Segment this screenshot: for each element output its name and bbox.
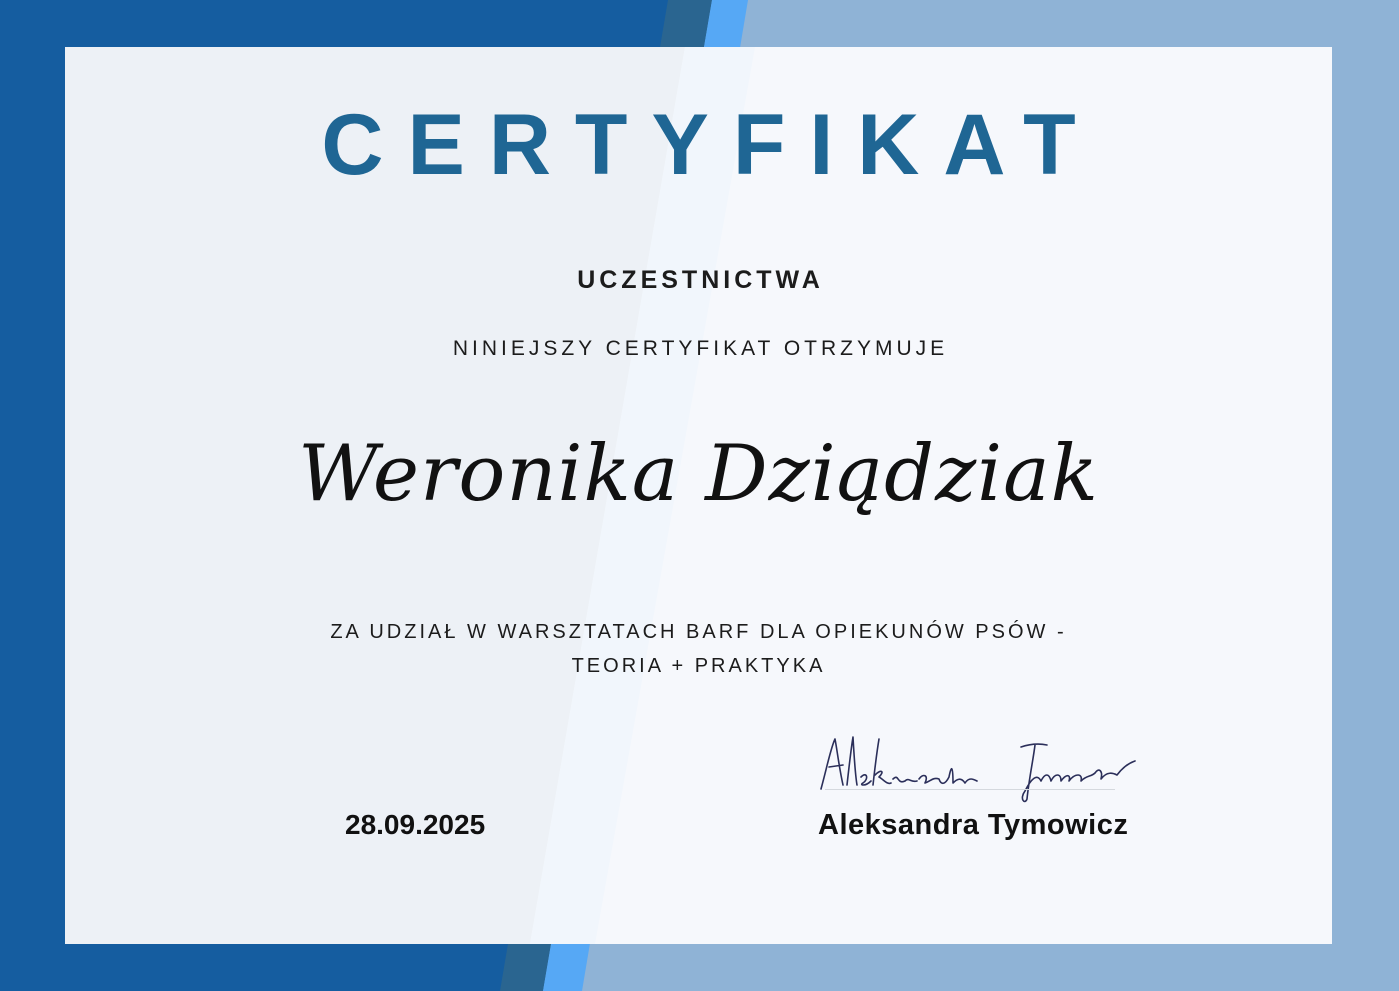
receives-label: NINIEJSZY CERTYFIKAT OTRZYMUJE	[452, 337, 949, 360]
certificate-date: 28.09.2025	[345, 809, 486, 840]
recipient-name: Weronika Dziądziak	[298, 429, 1099, 519]
certificate-title: CERTYFIKAT	[321, 97, 1100, 193]
certificate-subtitle: UCZESTNICTWA	[577, 266, 824, 294]
signature-line	[825, 789, 1115, 790]
certificate-card	[65, 47, 1332, 944]
handwritten-signature	[813, 727, 1153, 807]
certificate-content	[65, 47, 1332, 944]
signer-name: Aleksandra Tymowicz	[818, 809, 1129, 841]
certificate-reason: ZA UDZIAŁ W WARSZTATACH BARF DLA OPIEKUNÓW PSÓW - TEORIA + PRAKTYKA	[330, 621, 1067, 677]
